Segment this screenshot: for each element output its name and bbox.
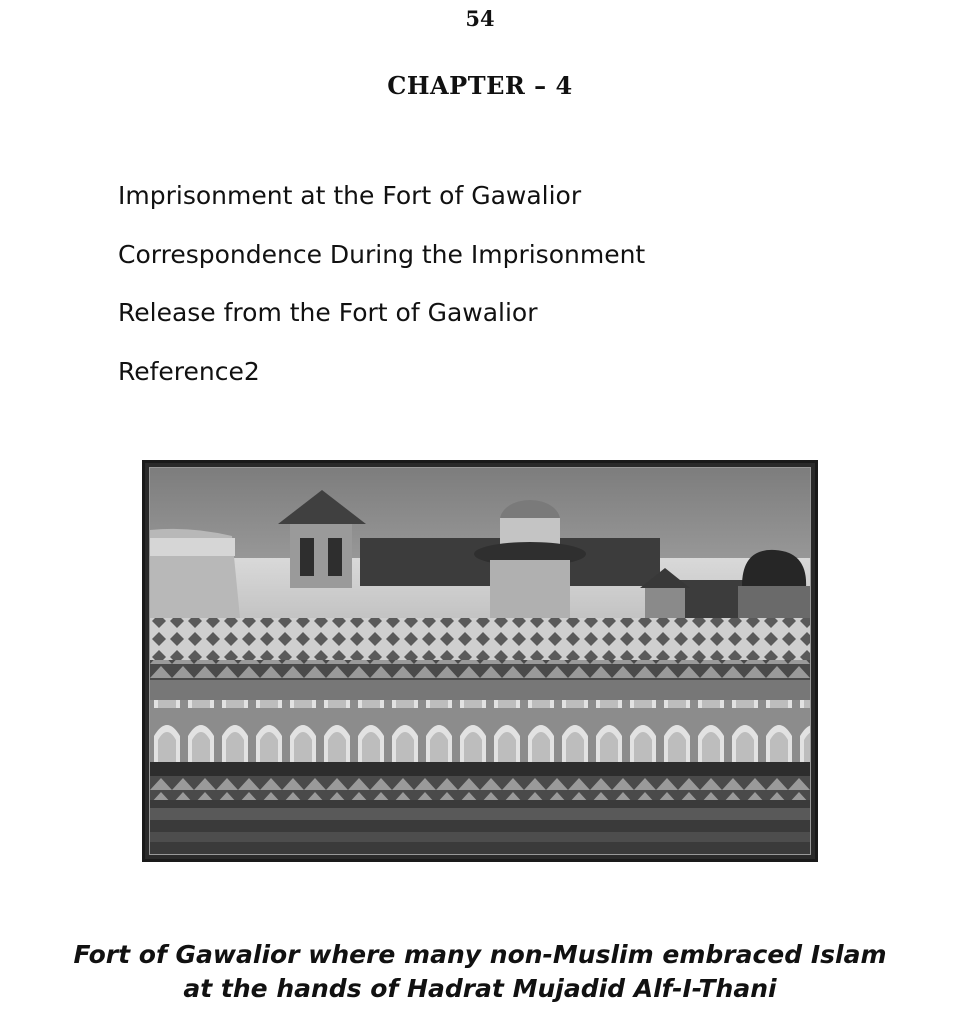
fort-photo-frame [142, 460, 818, 862]
caption-line-1: Fort of Gawalior where many non-Muslim embraced Islam [73, 940, 887, 969]
contents-item: Imprisonment at the Fort of Gawalior [118, 181, 582, 210]
chapter-contents-list [118, 176, 645, 410]
page-number: 54 [465, 6, 495, 31]
contents-item: Correspondence During the Imprisonment [118, 239, 646, 269]
contents-item: Reference2 [118, 356, 260, 386]
photo-caption [0, 938, 960, 1006]
fort-photo [149, 467, 811, 855]
contents-item: Release from the Fort of Gawalior [118, 298, 538, 327]
fort-facade-illustration [150, 468, 810, 854]
chapter-title: CHAPTER – 4 [387, 71, 573, 100]
caption-line-2: at the hands of Hadrat Mujadid Alf-I-Thani [183, 974, 777, 1003]
